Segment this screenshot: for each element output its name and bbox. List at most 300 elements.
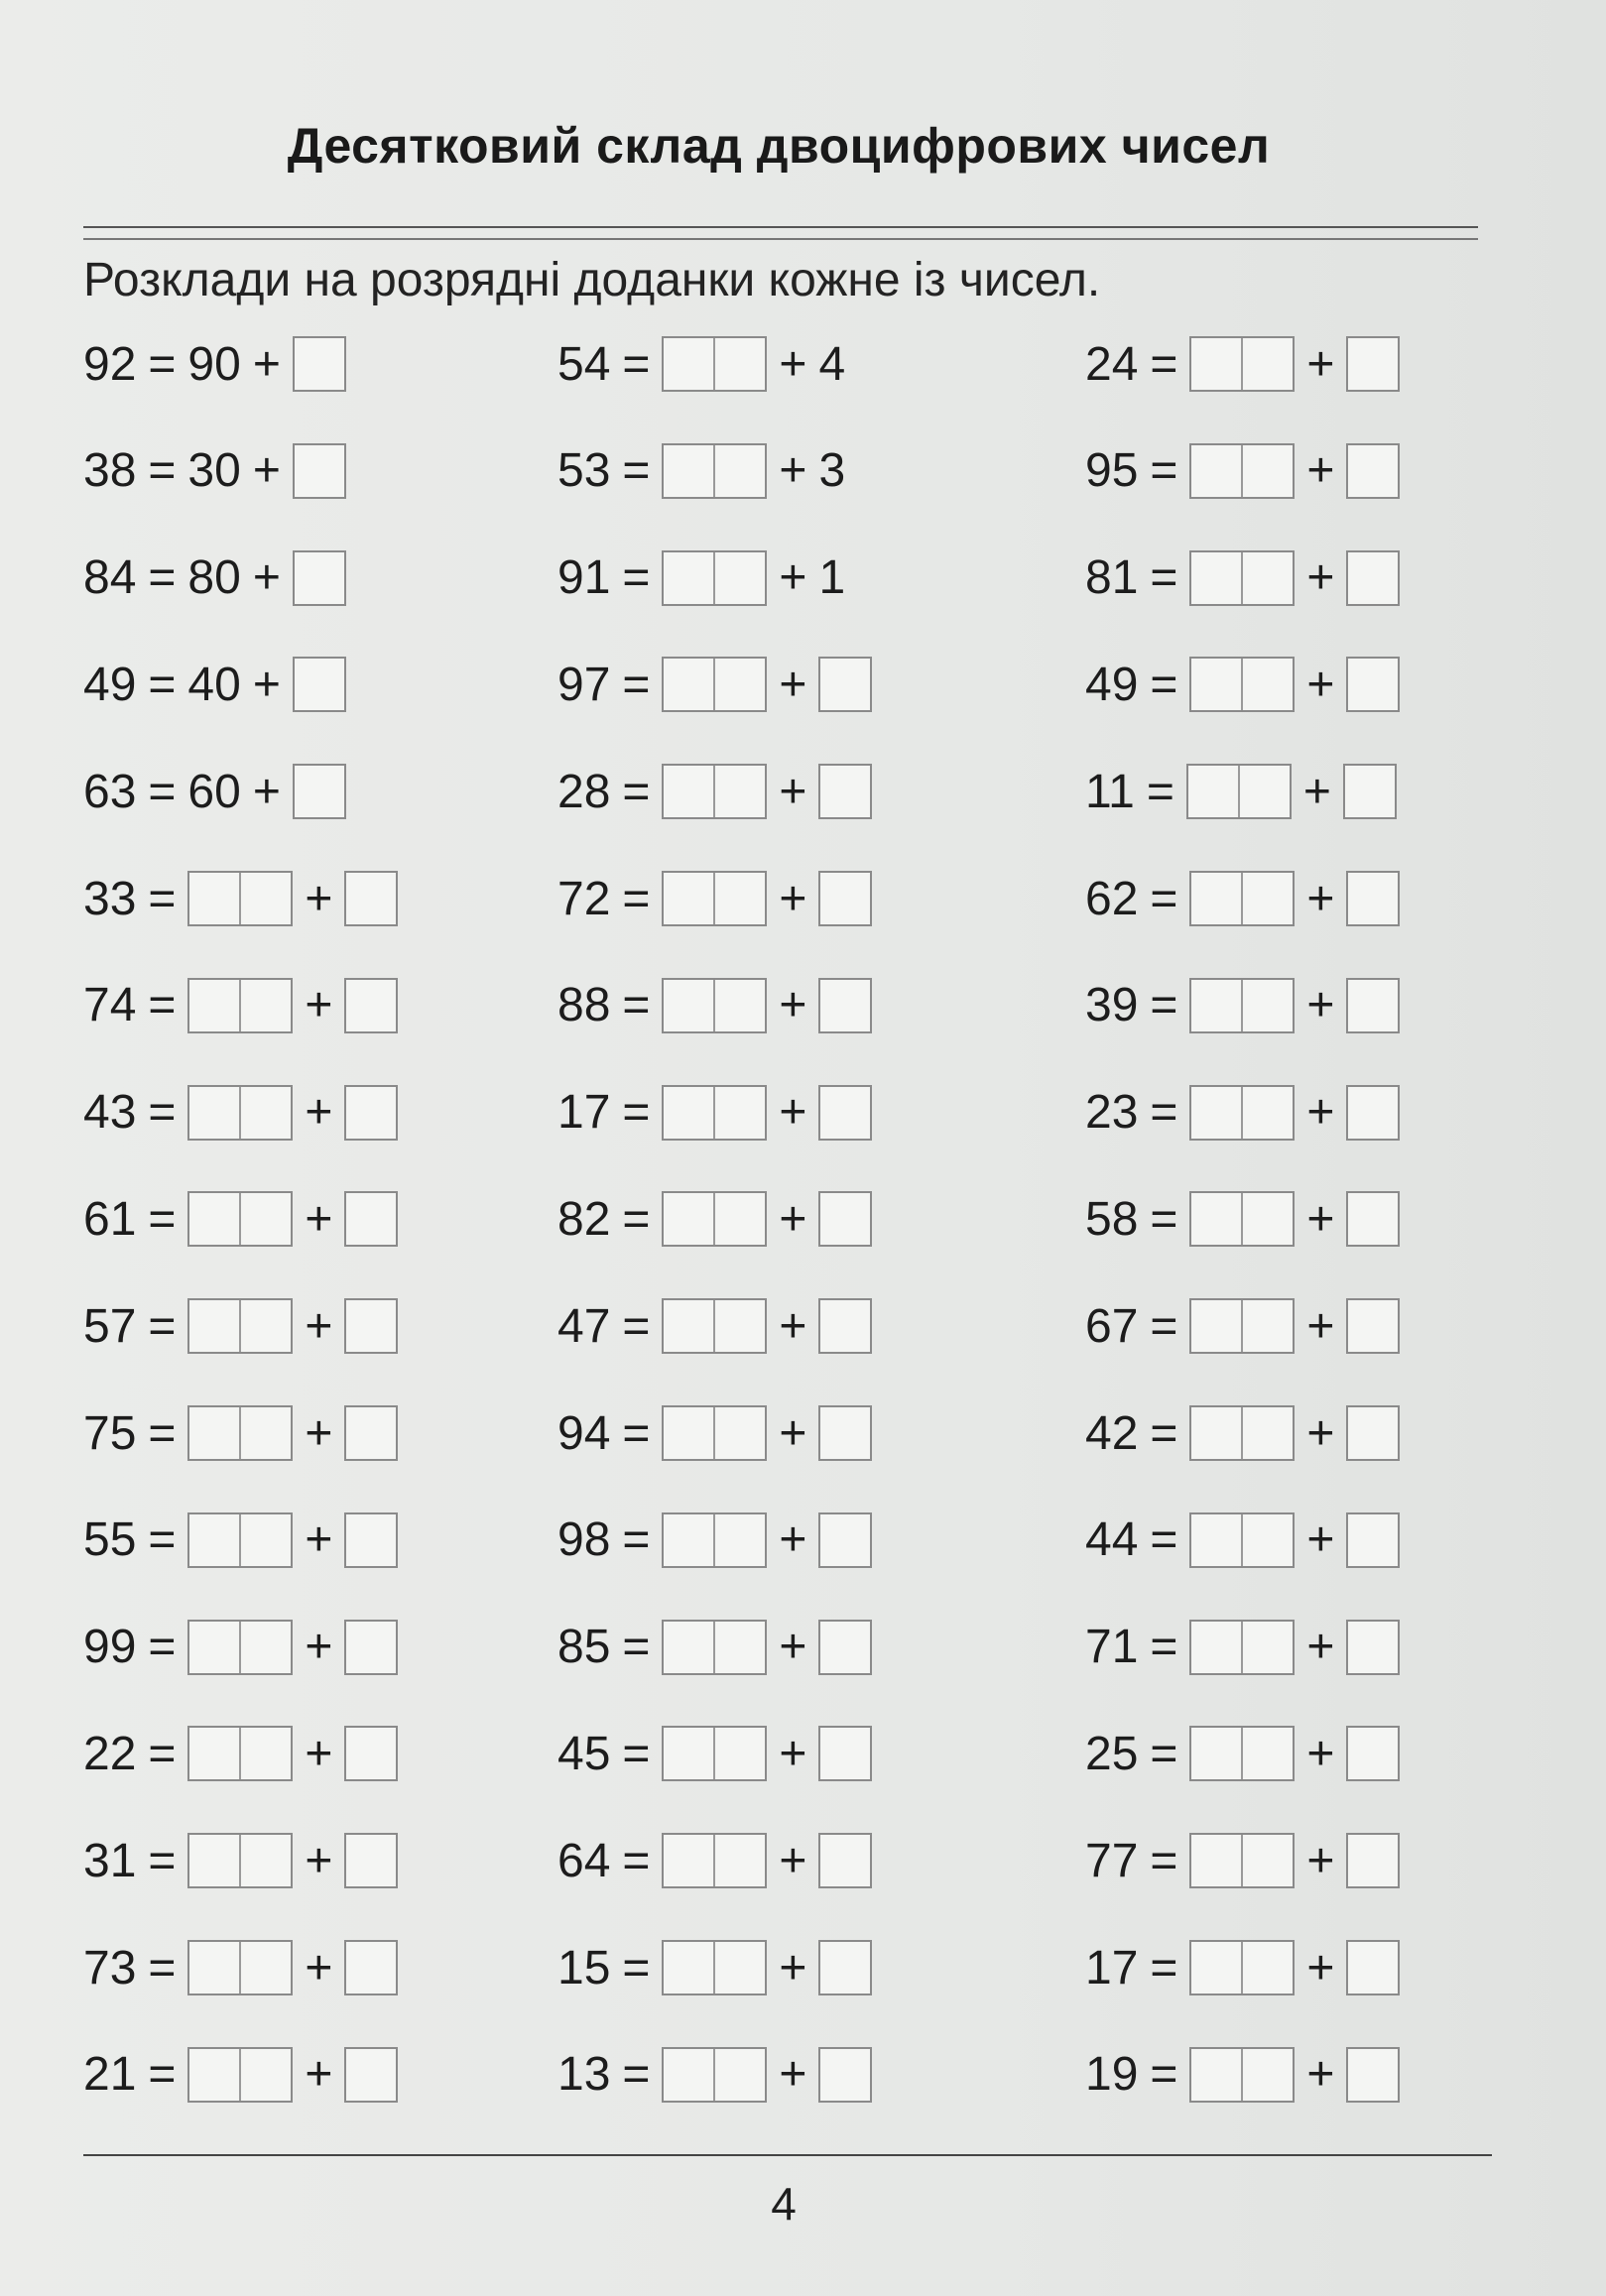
exercise-number: 72 — [557, 872, 611, 925]
digit-cell[interactable] — [713, 1193, 765, 1245]
digit-cell[interactable] — [664, 445, 713, 497]
exercise-number: 17 — [1085, 1941, 1139, 1994]
digit-cell[interactable] — [664, 873, 713, 924]
equals-sign: = — [1150, 658, 1178, 711]
digit-cell[interactable] — [664, 1835, 713, 1886]
exercise-number: 63 — [83, 765, 137, 818]
digit-cell[interactable] — [1241, 873, 1293, 924]
plus-sign: + — [779, 1621, 807, 1674]
equals-sign: = — [1150, 1513, 1178, 1567]
tens-answer-box[interactable] — [662, 764, 767, 819]
plus-sign: + — [252, 765, 281, 818]
plus-sign: + — [305, 1086, 333, 1140]
tens-answer-box[interactable] — [1189, 1405, 1295, 1461]
digit-cell[interactable] — [189, 1835, 239, 1886]
tens-answer-box[interactable] — [187, 978, 293, 1033]
exercise-number: 71 — [1085, 1621, 1139, 1674]
tens-answer-box[interactable] — [662, 1298, 767, 1354]
digit-cell[interactable] — [189, 2049, 239, 2101]
equals-sign: = — [148, 1727, 177, 1780]
plus-sign: + — [1306, 1406, 1335, 1460]
exercise-item — [1085, 1613, 1400, 1682]
digit-cell[interactable] — [1191, 1942, 1241, 1994]
digit-cell[interactable] — [189, 1300, 239, 1352]
tens-answer-box[interactable] — [1189, 1298, 1295, 1354]
tens-answer-box[interactable] — [662, 1085, 767, 1141]
digit-cell[interactable] — [189, 1728, 239, 1779]
digit-cell[interactable] — [189, 1942, 239, 1994]
digit-cell[interactable] — [239, 1407, 291, 1459]
ones-answer-box[interactable] — [1346, 1726, 1400, 1781]
ones-answer-box[interactable] — [818, 1620, 872, 1675]
ones-answer-box[interactable] — [344, 1512, 398, 1568]
equals-sign: = — [622, 1727, 651, 1780]
plus-sign: + — [305, 2048, 333, 2102]
digit-cell[interactable] — [1191, 659, 1241, 710]
ones-answer-box[interactable] — [818, 1191, 872, 1247]
ones-answer-box[interactable] — [818, 1726, 872, 1781]
equals-sign: = — [148, 872, 177, 925]
tens-answer-box[interactable] — [187, 1085, 293, 1141]
plus-sign: + — [305, 1513, 333, 1567]
plus-sign: + — [779, 765, 807, 818]
plus-sign: + — [305, 1941, 333, 1994]
ones-answer-box[interactable] — [1343, 764, 1397, 819]
exercise-number: 13 — [557, 2048, 611, 2102]
given-tens: 80 — [187, 551, 241, 605]
equals-sign: = — [148, 765, 177, 818]
digit-cell[interactable] — [1191, 1087, 1241, 1139]
digit-cell[interactable] — [1191, 1835, 1241, 1886]
ones-answer-box[interactable] — [344, 1940, 398, 1995]
ones-answer-box[interactable] — [818, 1405, 872, 1461]
digit-cell[interactable] — [1241, 1728, 1293, 1779]
tens-answer-box[interactable] — [1189, 1620, 1295, 1675]
ones-answer-box[interactable] — [344, 1191, 398, 1247]
digit-cell[interactable] — [713, 2049, 765, 2101]
tens-answer-box[interactable] — [662, 1940, 767, 1995]
tens-answer-box[interactable] — [1189, 1726, 1295, 1781]
given-ones: 1 — [818, 551, 846, 605]
tens-answer-box[interactable] — [187, 2047, 293, 2103]
ones-answer-box[interactable] — [818, 871, 872, 926]
ones-answer-box[interactable] — [1346, 1833, 1400, 1888]
tens-answer-box[interactable] — [187, 1833, 293, 1888]
tens-answer-box[interactable] — [662, 657, 767, 712]
equals-sign: = — [148, 1941, 177, 1994]
exercise-number: 11 — [1085, 765, 1135, 818]
digit-cell[interactable] — [1188, 766, 1238, 817]
ones-answer-box[interactable] — [344, 871, 398, 926]
digit-cell[interactable] — [1241, 338, 1293, 390]
ones-answer-box[interactable] — [818, 1085, 872, 1141]
digit-cell[interactable] — [713, 1514, 765, 1566]
equals-sign: = — [1150, 1086, 1178, 1140]
plus-sign: + — [305, 872, 333, 925]
ones-answer-box[interactable] — [1346, 978, 1400, 1033]
exercise-item — [83, 757, 346, 826]
tens-answer-box[interactable] — [187, 1298, 293, 1354]
ones-answer-box[interactable] — [1346, 2047, 1400, 2103]
exercise-item — [1085, 650, 1400, 719]
tens-answer-box[interactable] — [1189, 2047, 1295, 2103]
digit-cell[interactable] — [239, 2049, 291, 2101]
digit-cell[interactable] — [239, 1300, 291, 1352]
digit-cell[interactable] — [189, 1193, 239, 1245]
plus-sign: + — [779, 1513, 807, 1567]
exercise-item — [83, 650, 346, 719]
tens-answer-box[interactable] — [187, 1191, 293, 1247]
exercise-number: 53 — [557, 444, 611, 498]
equals-sign: = — [148, 337, 177, 391]
ones-answer-box[interactable] — [344, 1085, 398, 1141]
equals-sign: = — [622, 1513, 651, 1567]
exercise-number: 31 — [83, 1834, 137, 1887]
digit-cell[interactable] — [239, 1835, 291, 1886]
ones-answer-box[interactable] — [1346, 657, 1400, 712]
digit-cell[interactable] — [664, 980, 713, 1031]
tens-answer-box[interactable] — [187, 871, 293, 926]
digit-cell[interactable] — [1238, 766, 1290, 817]
ones-answer-box[interactable] — [1346, 1085, 1400, 1141]
exercise-item — [557, 1398, 872, 1468]
digit-cell[interactable] — [664, 2049, 713, 2101]
equals-sign: = — [622, 551, 651, 605]
exercise-item — [1085, 864, 1400, 933]
digit-cell[interactable] — [1241, 1514, 1293, 1566]
plus-sign: + — [252, 444, 281, 498]
exercise-item — [1085, 1719, 1400, 1788]
given-tens: 60 — [187, 765, 241, 818]
equals-sign: = — [148, 444, 177, 498]
ones-answer-box[interactable] — [818, 1298, 872, 1354]
equals-sign: = — [622, 1834, 651, 1887]
digit-cell[interactable] — [239, 1193, 291, 1245]
plus-sign: + — [779, 1834, 807, 1887]
plus-sign: + — [779, 979, 807, 1032]
equals-sign: = — [1150, 1621, 1178, 1674]
digit-cell[interactable] — [1241, 1942, 1293, 1994]
equals-sign: = — [148, 1621, 177, 1674]
ones-answer-box[interactable] — [344, 1726, 398, 1781]
exercise-number: 54 — [557, 337, 611, 391]
ones-answer-box[interactable] — [1346, 550, 1400, 606]
exercise-number: 97 — [557, 658, 611, 711]
exercise-item — [557, 1078, 872, 1148]
exercise-item — [557, 864, 872, 933]
plus-sign: + — [779, 1727, 807, 1780]
tens-answer-box[interactable] — [1189, 1512, 1295, 1568]
exercise-item — [557, 1826, 872, 1895]
digit-cell[interactable] — [1241, 1407, 1293, 1459]
ones-answer-box[interactable] — [344, 1833, 398, 1888]
tens-answer-box[interactable] — [662, 2047, 767, 2103]
plus-sign: + — [779, 444, 807, 498]
ones-answer-box[interactable] — [1346, 443, 1400, 499]
ones-answer-box[interactable] — [818, 657, 872, 712]
digit-cell[interactable] — [664, 1193, 713, 1245]
digit-cell[interactable] — [1241, 1835, 1293, 1886]
equals-sign: = — [148, 2048, 177, 2102]
ones-answer-box[interactable] — [818, 1833, 872, 1888]
digit-cell[interactable] — [189, 1622, 239, 1673]
digit-cell[interactable] — [664, 1942, 713, 1994]
equals-sign: = — [1150, 979, 1178, 1032]
digit-cell[interactable] — [1241, 445, 1293, 497]
tens-answer-box[interactable] — [662, 550, 767, 606]
exercise-item — [1085, 757, 1397, 826]
digit-cell[interactable] — [1241, 1300, 1293, 1352]
exercise-item — [83, 2040, 398, 2110]
digit-cell[interactable] — [1191, 1193, 1241, 1245]
ones-answer-box[interactable] — [1346, 336, 1400, 392]
ones-answer-box[interactable] — [1346, 871, 1400, 926]
digit-cell[interactable] — [239, 1728, 291, 1779]
exercise-number: 24 — [1085, 337, 1139, 391]
tens-answer-box[interactable] — [187, 1940, 293, 1995]
exercise-number: 99 — [83, 1621, 137, 1674]
exercise-number: 47 — [557, 1299, 611, 1353]
digit-cell[interactable] — [239, 1514, 291, 1566]
digit-cell[interactable] — [1191, 980, 1241, 1031]
ones-answer-box[interactable] — [344, 2047, 398, 2103]
digit-cell[interactable] — [1191, 445, 1241, 497]
tens-answer-box[interactable] — [662, 1191, 767, 1247]
tens-answer-box[interactable] — [1189, 1191, 1295, 1247]
digit-cell[interactable] — [239, 1087, 291, 1139]
exercise-item — [1085, 1184, 1400, 1254]
tens-answer-box[interactable] — [662, 1833, 767, 1888]
digit-cell[interactable] — [189, 980, 239, 1031]
tens-answer-box[interactable] — [187, 1512, 293, 1568]
digit-cell[interactable] — [664, 1514, 713, 1566]
digit-cell[interactable] — [713, 445, 765, 497]
digit-cell[interactable] — [1191, 1300, 1241, 1352]
digit-cell[interactable] — [1191, 552, 1241, 604]
tens-answer-box[interactable] — [1189, 871, 1295, 926]
digit-cell[interactable] — [713, 766, 765, 817]
equals-sign: = — [1150, 2048, 1178, 2102]
equals-sign: = — [148, 1299, 177, 1353]
plus-sign: + — [305, 1834, 333, 1887]
tens-answer-box[interactable] — [1189, 443, 1295, 499]
footer-divider — [83, 2154, 1492, 2156]
exercise-number: 92 — [83, 337, 137, 391]
digit-cell[interactable] — [189, 1514, 239, 1566]
plus-sign: + — [779, 337, 807, 391]
ones-answer-box[interactable] — [818, 2047, 872, 2103]
exercise-number: 94 — [557, 1406, 611, 1460]
digit-cell[interactable] — [1241, 1087, 1293, 1139]
tens-answer-box[interactable] — [662, 1512, 767, 1568]
digit-cell[interactable] — [239, 1622, 291, 1673]
exercise-number: 23 — [1085, 1086, 1139, 1140]
exercise-item — [83, 1826, 398, 1895]
exercise-item — [557, 1933, 872, 2002]
ones-answer-box[interactable] — [818, 764, 872, 819]
digit-cell[interactable] — [713, 980, 765, 1031]
exercise-number: 19 — [1085, 2048, 1139, 2102]
exercise-number: 61 — [83, 1192, 137, 1246]
digit-cell[interactable] — [1191, 873, 1241, 924]
ones-answer-box[interactable] — [344, 1620, 398, 1675]
equals-sign: = — [622, 658, 651, 711]
exercise-number: 15 — [557, 1941, 611, 1994]
digit-cell[interactable] — [1191, 338, 1241, 390]
page-number: 4 — [771, 2178, 797, 2230]
tens-answer-box[interactable] — [187, 1405, 293, 1461]
tens-answer-box[interactable] — [187, 1620, 293, 1675]
tens-answer-box[interactable] — [662, 978, 767, 1033]
ones-answer-box[interactable] — [1346, 1298, 1400, 1354]
digit-cell[interactable] — [713, 1087, 765, 1139]
ones-answer-box[interactable] — [1346, 1405, 1400, 1461]
exercise-number: 95 — [1085, 444, 1139, 498]
digit-cell[interactable] — [664, 1087, 713, 1139]
digit-cell[interactable] — [664, 1407, 713, 1459]
exercise-item — [557, 650, 872, 719]
plus-sign: + — [252, 551, 281, 605]
tens-answer-box[interactable] — [1186, 764, 1292, 819]
equals-sign: = — [1146, 765, 1174, 818]
ones-answer-box[interactable] — [818, 1512, 872, 1568]
digit-cell[interactable] — [1191, 1728, 1241, 1779]
exercise-item — [557, 971, 872, 1040]
ones-answer-box[interactable] — [1346, 1620, 1400, 1675]
digit-cell[interactable] — [664, 1300, 713, 1352]
tens-answer-box[interactable] — [1189, 1085, 1295, 1141]
digit-cell[interactable] — [1241, 980, 1293, 1031]
tens-answer-box[interactable] — [1189, 336, 1295, 392]
ones-answer-box[interactable] — [293, 336, 346, 392]
digit-cell[interactable] — [713, 338, 765, 390]
digit-cell[interactable] — [713, 1728, 765, 1779]
digit-cell[interactable] — [1191, 1622, 1241, 1673]
equals-sign: = — [622, 1621, 651, 1674]
equals-sign: = — [1150, 1406, 1178, 1460]
digit-cell[interactable] — [713, 873, 765, 924]
digit-cell[interactable] — [664, 659, 713, 710]
exercise-number: 42 — [1085, 1406, 1139, 1460]
ones-answer-box[interactable] — [293, 550, 346, 606]
plus-sign: + — [1306, 1834, 1335, 1887]
exercise-item — [83, 1184, 398, 1254]
digit-cell[interactable] — [713, 1407, 765, 1459]
tens-answer-box[interactable] — [662, 1405, 767, 1461]
exercise-item — [83, 544, 346, 613]
tens-answer-box[interactable] — [1189, 550, 1295, 606]
tens-answer-box[interactable] — [662, 1726, 767, 1781]
digit-cell[interactable] — [239, 1942, 291, 1994]
digit-cell[interactable] — [1241, 659, 1293, 710]
ones-answer-box[interactable] — [1346, 1512, 1400, 1568]
exercise-item — [1085, 2040, 1400, 2110]
ones-answer-box[interactable] — [293, 443, 346, 499]
digit-cell[interactable] — [664, 1622, 713, 1673]
ones-answer-box[interactable] — [1346, 1191, 1400, 1247]
tens-answer-box[interactable] — [1189, 1833, 1295, 1888]
tens-answer-box[interactable] — [662, 336, 767, 392]
digit-cell[interactable] — [1241, 1622, 1293, 1673]
exercise-item — [83, 864, 398, 933]
ones-answer-box[interactable] — [344, 1405, 398, 1461]
digit-cell[interactable] — [239, 873, 291, 924]
instruction-text: Розклади на розрядні доданки кожне із чисел. — [83, 254, 1101, 306]
equals-sign: = — [148, 1834, 177, 1887]
digit-cell[interactable] — [713, 552, 765, 604]
digit-cell[interactable] — [664, 1728, 713, 1779]
digit-cell[interactable] — [713, 659, 765, 710]
tens-answer-box[interactable] — [1189, 1940, 1295, 1995]
digit-cell[interactable] — [1191, 1407, 1241, 1459]
tens-answer-box[interactable] — [662, 1620, 767, 1675]
exercise-number: 49 — [1085, 658, 1139, 711]
digit-cell[interactable] — [713, 1300, 765, 1352]
ones-answer-box[interactable] — [344, 1298, 398, 1354]
exercise-number: 77 — [1085, 1834, 1139, 1887]
ones-answer-box[interactable] — [818, 978, 872, 1033]
tens-answer-box[interactable] — [1189, 978, 1295, 1033]
digit-cell[interactable] — [189, 1407, 239, 1459]
digit-cell[interactable] — [1241, 552, 1293, 604]
tens-answer-box[interactable] — [662, 871, 767, 926]
digit-cell[interactable] — [1241, 2049, 1293, 2101]
digit-cell[interactable] — [189, 1087, 239, 1139]
digit-cell[interactable] — [664, 766, 713, 817]
equals-sign: = — [148, 1406, 177, 1460]
plus-sign: + — [1306, 1941, 1335, 1994]
plus-sign: + — [252, 658, 281, 711]
digit-cell[interactable] — [1191, 1514, 1241, 1566]
exercise-item — [557, 329, 845, 399]
tens-answer-box[interactable] — [1189, 657, 1295, 712]
equals-sign: = — [622, 337, 651, 391]
plus-sign: + — [1302, 765, 1331, 818]
exercise-item — [557, 1613, 872, 1682]
plus-sign: + — [1306, 1192, 1335, 1246]
digit-cell[interactable] — [1191, 2049, 1241, 2101]
digit-cell[interactable] — [713, 1622, 765, 1673]
ones-answer-box[interactable] — [293, 764, 346, 819]
exercise-item — [83, 1078, 398, 1148]
exercise-item — [557, 1719, 872, 1788]
equals-sign: = — [148, 551, 177, 605]
ones-answer-box[interactable] — [293, 657, 346, 712]
digit-cell[interactable] — [664, 338, 713, 390]
digit-cell[interactable] — [664, 552, 713, 604]
ones-answer-box[interactable] — [818, 1940, 872, 1995]
ones-answer-box[interactable] — [344, 978, 398, 1033]
equals-sign: = — [1150, 1299, 1178, 1353]
ones-answer-box[interactable] — [1346, 1940, 1400, 1995]
digit-cell[interactable] — [713, 1835, 765, 1886]
given-ones: 4 — [818, 337, 846, 391]
exercise-number: 62 — [1085, 872, 1139, 925]
plus-sign: + — [252, 337, 281, 391]
exercise-number: 38 — [83, 444, 137, 498]
tens-answer-box[interactable] — [187, 1726, 293, 1781]
digit-cell[interactable] — [1241, 1193, 1293, 1245]
tens-answer-box[interactable] — [662, 443, 767, 499]
exercise-number: 57 — [83, 1299, 137, 1353]
exercise-number: 45 — [557, 1727, 611, 1780]
digit-cell[interactable] — [239, 980, 291, 1031]
equals-sign: = — [148, 1513, 177, 1567]
plus-sign: + — [1306, 979, 1335, 1032]
digit-cell[interactable] — [713, 1942, 765, 1994]
exercise-number: 88 — [557, 979, 611, 1032]
digit-cell[interactable] — [189, 873, 239, 924]
